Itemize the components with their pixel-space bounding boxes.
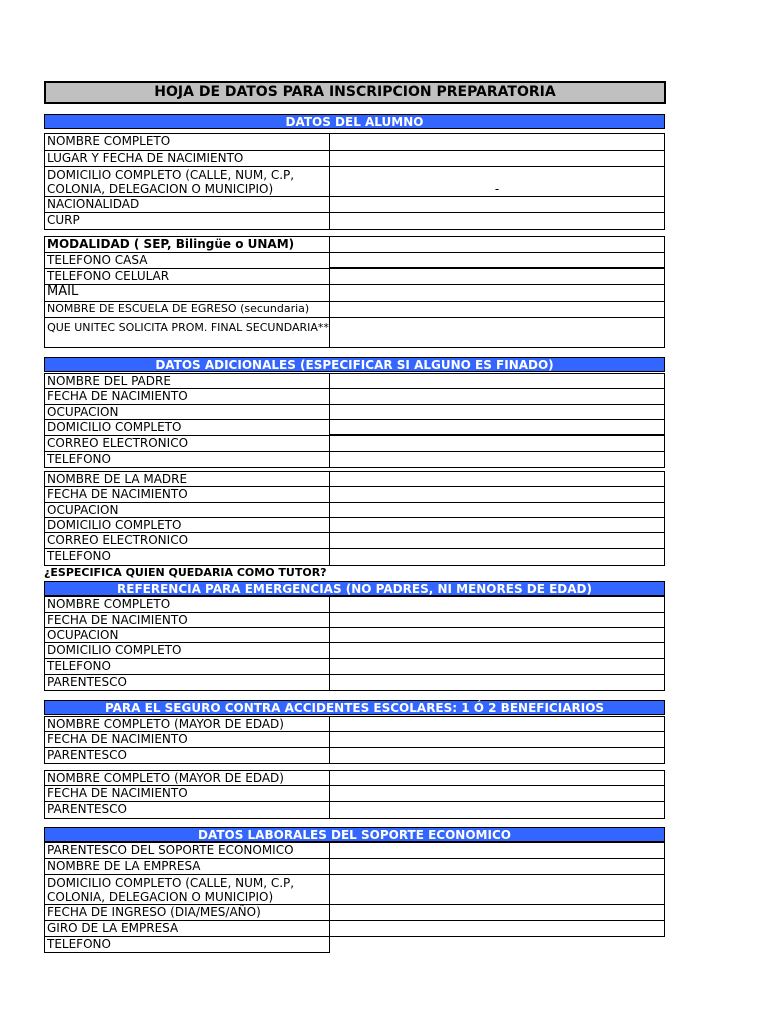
field-label: NOMBRE COMPLETO	[45, 597, 330, 612]
field-value[interactable]	[330, 487, 664, 502]
field-value[interactable]	[330, 420, 664, 435]
field-value[interactable]	[330, 285, 664, 301]
field-value[interactable]	[330, 859, 664, 874]
field-row[interactable]	[44, 612, 665, 628]
field-label: OCUPACION	[45, 503, 330, 517]
field-label: TELEFONO	[45, 659, 330, 674]
field-label: NOMBRE DE LA MADRE	[45, 472, 330, 486]
field-row[interactable]	[44, 548, 665, 566]
field-row[interactable]	[44, 596, 665, 613]
field-value[interactable]	[330, 389, 664, 404]
field-row[interactable]	[44, 451, 665, 468]
field-row[interactable]	[44, 435, 665, 452]
field-value[interactable]: -	[494, 182, 500, 196]
section-header-laborales: DATOS LABORALES DEL SOPORTE ECONOMICO	[44, 827, 665, 842]
field-row[interactable]	[44, 785, 665, 802]
field-label: NOMBRE COMPLETO	[45, 134, 330, 150]
field-row[interactable]	[44, 731, 665, 748]
field-value[interactable]	[330, 628, 664, 642]
field-row[interactable]	[44, 770, 665, 786]
field-value[interactable]	[330, 533, 664, 548]
field-label: OCUPACION	[45, 628, 330, 642]
field-label: CORREO ELECTRONICO	[45, 533, 330, 548]
section-header-seguro: PARA EL SEGURO CONTRA ACCIDENTES ESCOLARES: 1 Ó 2 BENEFICIARIOS	[44, 700, 665, 715]
field-row[interactable]	[44, 196, 665, 213]
field-label: PARENTESCO	[45, 748, 330, 763]
field-row[interactable]	[44, 166, 665, 197]
field-row[interactable]	[44, 317, 665, 348]
field-label: TELEFONO CASA	[45, 253, 330, 268]
field-row[interactable]	[44, 747, 665, 764]
field-value[interactable]	[330, 875, 664, 904]
field-value[interactable]	[330, 269, 664, 284]
field-value[interactable]	[330, 197, 664, 212]
field-row[interactable]	[44, 486, 665, 503]
field-row[interactable]	[44, 502, 665, 518]
field-row[interactable]	[44, 858, 665, 875]
field-value[interactable]	[330, 921, 664, 936]
field-label: PARENTESCO DEL SOPORTE ECONOMICO	[45, 843, 330, 858]
field-value[interactable]	[330, 717, 664, 731]
field-label: FECHA DE NACIMIENTO	[45, 613, 330, 627]
section-header-emergencias: REFERENCIA PARA EMERGENCIAS (NO PADRES, NI MENORES DE EDAD)	[44, 581, 665, 596]
field-row[interactable]	[44, 284, 665, 302]
field-value[interactable]	[330, 253, 664, 268]
field-label: GIRO DE LA EMPRESA	[45, 921, 330, 936]
field-label: TELEFONO	[47, 937, 111, 951]
field-value[interactable]	[330, 643, 664, 658]
field-value[interactable]	[330, 771, 664, 785]
field-label: FECHA DE NACIMIENTO	[45, 732, 330, 747]
field-label: PARENTESCO	[45, 802, 330, 818]
field-value[interactable]	[330, 748, 664, 763]
field-label: FECHA DE INGRESO (DIA/MES/AÑO)	[45, 905, 330, 920]
field-row[interactable]	[44, 904, 665, 921]
field-value[interactable]	[330, 318, 664, 347]
field-label: PARENTESCO	[45, 675, 330, 690]
field-value[interactable]	[330, 302, 664, 317]
field-label: NOMBRE DEL PADRE	[45, 374, 330, 388]
field-row[interactable]	[44, 532, 665, 549]
field-value[interactable]	[330, 802, 664, 818]
field-row[interactable]	[44, 471, 665, 487]
field-row[interactable]	[44, 517, 665, 533]
field-row[interactable]	[44, 674, 665, 691]
section-header-alumno: DATOS DEL ALUMNO	[44, 114, 665, 129]
field-row[interactable]	[44, 627, 665, 643]
field-label: MODALIDAD ( SEP, Bilingüe o UNAM)	[45, 237, 330, 252]
field-value[interactable]	[330, 436, 664, 451]
field-label: NOMBRE DE LA EMPRESA	[45, 859, 330, 874]
field-row[interactable]	[44, 373, 665, 389]
field-label: CORREO ELECTRONICO	[45, 436, 330, 451]
field-value[interactable]	[330, 518, 664, 532]
field-label: CURP	[45, 213, 330, 229]
field-label: DOMICILIO COMPLETO	[45, 420, 330, 435]
field-label: MAIL	[45, 285, 330, 301]
field-row[interactable]	[44, 936, 330, 953]
field-value[interactable]	[330, 405, 664, 419]
field-row[interactable]	[44, 301, 665, 318]
field-row[interactable]	[44, 874, 665, 905]
tutor-question: ¿ESPECIFICA QUIEN QUEDARIA COMO TUTOR?	[44, 566, 327, 579]
field-label: FECHA DE NACIMIENTO	[45, 389, 330, 404]
field-row[interactable]	[44, 388, 665, 405]
field-row[interactable]	[44, 658, 665, 675]
field-label: NOMBRE DE ESCUELA DE EGRESO (secundaria)	[45, 302, 330, 317]
field-value[interactable]	[330, 732, 664, 747]
field-row[interactable]	[44, 842, 665, 859]
field-row[interactable]	[44, 212, 665, 230]
field-label: DOMICILIO COMPLETO	[45, 518, 330, 532]
field-row[interactable]	[44, 716, 665, 732]
field-value[interactable]	[330, 905, 664, 920]
field-value[interactable]	[330, 452, 664, 467]
field-value[interactable]	[330, 151, 664, 166]
field-value[interactable]	[330, 213, 664, 229]
field-label: QUE UNITEC SOLICITA PROM. FINAL SECUNDARIA**	[45, 318, 330, 347]
field-label: FECHA DE NACIMIENTO	[45, 487, 330, 502]
field-label: DOMICILIO COMPLETO (CALLE, NUM, C.P, COLONIA, DELEGACION O MUNICIPIO)	[45, 875, 330, 904]
field-value[interactable]	[330, 549, 664, 565]
field-value[interactable]	[330, 472, 664, 486]
field-label: TELEFONO	[45, 549, 330, 565]
field-value[interactable]	[330, 675, 664, 690]
field-value[interactable]	[330, 237, 664, 252]
field-label: DOMICILIO COMPLETO	[45, 643, 330, 658]
field-row[interactable]	[44, 801, 665, 819]
field-row[interactable]	[44, 133, 665, 151]
field-value[interactable]	[330, 613, 664, 627]
section-header-adicionales: DATOS ADICIONALES (ESPECIFICAR SI ALGUNO ES FINADO)	[44, 357, 665, 372]
field-row[interactable]	[44, 268, 665, 285]
field-label: TELEFONO CELULAR	[45, 269, 330, 284]
field-value[interactable]	[330, 597, 664, 612]
field-value[interactable]	[330, 786, 664, 801]
field-label: LUGAR Y FECHA DE NACIMIENTO	[45, 151, 330, 166]
field-value[interactable]	[330, 843, 664, 858]
field-value[interactable]	[330, 503, 664, 517]
field-label: TELEFONO	[45, 452, 330, 467]
field-row[interactable]	[44, 404, 665, 420]
field-value[interactable]	[330, 659, 664, 674]
field-row[interactable]	[44, 642, 665, 659]
form-title: HOJA DE DATOS PARA INSCRIPCION PREPARATORIA	[44, 81, 666, 104]
field-row[interactable]	[44, 236, 665, 253]
field-value[interactable]	[330, 134, 664, 150]
field-label: FECHA DE NACIMIENTO	[45, 786, 330, 801]
field-label: NACIONALIDAD	[45, 197, 330, 212]
field-label: NOMBRE COMPLETO (MAYOR DE EDAD)	[45, 771, 330, 785]
field-label: NOMBRE COMPLETO (MAYOR DE EDAD)	[45, 717, 330, 731]
field-row[interactable]	[44, 920, 665, 937]
field-label: OCUPACION	[45, 405, 330, 419]
field-row[interactable]	[44, 150, 665, 167]
field-value[interactable]	[330, 374, 664, 388]
field-label: DOMICILIO COMPLETO (CALLE, NUM, C.P, COLONIA, DELEGACION O MUNICIPIO)	[45, 167, 330, 196]
